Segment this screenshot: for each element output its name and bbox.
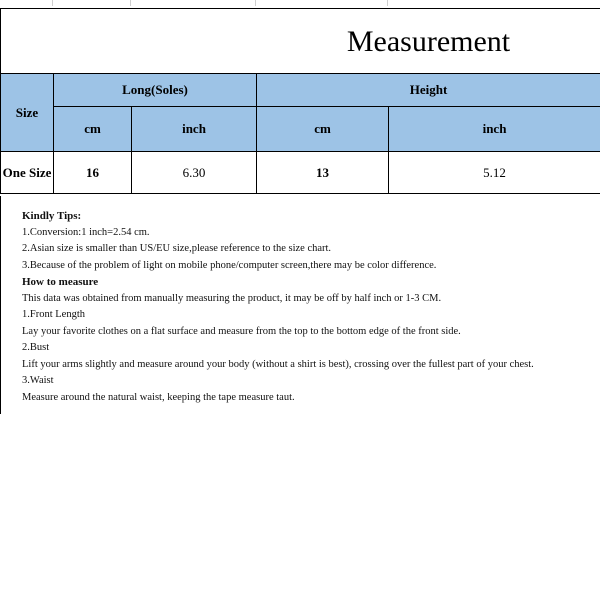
value-cell: 6.30 bbox=[132, 152, 257, 194]
step-title: 3.Waist bbox=[22, 375, 54, 386]
page-title: Measurement bbox=[346, 25, 511, 58]
top-strip bbox=[0, 0, 600, 8]
tips-heading: Kindly Tips: bbox=[22, 210, 82, 222]
step-text: Measure around the natural waist, keeping the tape measure taut. bbox=[22, 391, 295, 403]
step-text: Lay your favorite clothes on a flat surface and measure from the top to the bottom edge of the front side. bbox=[22, 325, 461, 337]
size-cell: One Size bbox=[1, 152, 54, 194]
unit-header: inch bbox=[389, 107, 600, 152]
value-cell: 5.12 bbox=[389, 152, 600, 194]
size-chart-table bbox=[0, 73, 600, 194]
size-header: Size bbox=[1, 74, 54, 152]
how-to-heading: How to measure bbox=[22, 276, 99, 288]
value-cell: 16 bbox=[54, 152, 132, 194]
tip-item: 2.Asian size is smaller than US/EU size,please reference to the size chart. bbox=[22, 243, 332, 254]
table-row bbox=[1, 152, 600, 194]
value-cell: 13 bbox=[257, 152, 389, 194]
tip-item: 1.Conversion:1 inch=2.54 cm. bbox=[22, 226, 150, 238]
unit-header: cm bbox=[257, 107, 389, 152]
tip-item: 3.Because of the problem of light on mobile phone/computer screen,there may be color difference. bbox=[22, 259, 437, 271]
how-to-intro: This data was obtained from manually measuring the product, it may be off by half inch or 1-3 CM. bbox=[22, 292, 442, 304]
table-unit-row bbox=[1, 107, 600, 152]
step-text: Lift your arms slightly and measure around your body (without a shirt is best), crossing over the fullest part of your chest. bbox=[22, 358, 534, 370]
unit-header: cm bbox=[54, 107, 132, 152]
column-tick bbox=[130, 0, 131, 6]
table-header-row bbox=[1, 74, 600, 107]
column-tick bbox=[52, 0, 53, 6]
column-tick bbox=[255, 0, 256, 6]
title-frame bbox=[0, 8, 600, 73]
tips-section bbox=[22, 208, 597, 406]
column-tick bbox=[387, 0, 388, 6]
step-title: 2.Bust bbox=[22, 342, 50, 353]
step-title: 1.Front Length bbox=[22, 309, 85, 320]
unit-header: inch bbox=[132, 107, 257, 152]
group-header-height: Height bbox=[257, 74, 600, 107]
group-header-long: Long(Soles) bbox=[54, 74, 257, 107]
tips-frame bbox=[0, 196, 600, 414]
